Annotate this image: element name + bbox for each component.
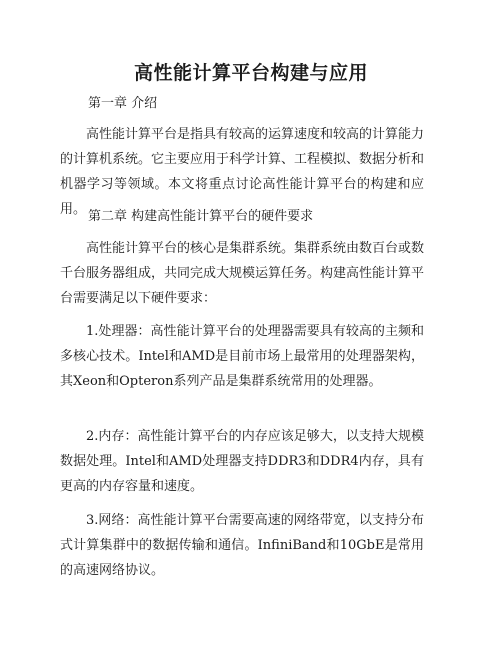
list-item-memory: 2.内存：高性能计算平台的内存应该足够大，以支持大规模数据处理。Intel和AMD处理器支持DDR3和DDR4内存，具有更高的内存容量和速度。 bbox=[60, 429, 424, 494]
chapter-2-heading: 第二章 构建高性能计算平台的硬件要求 bbox=[88, 209, 314, 224]
document-title: 高性能计算平台构建与应用 bbox=[133, 62, 368, 84]
chapter-2-paragraph: 高性能计算平台的核心是集群系统。集群系统由数百台或数千台服务器组成，共同完成大规模运算任务。构建高性能计算平台需要满足以下硬件要求： bbox=[60, 241, 425, 306]
chapter-1-heading: 第一章 介绍 bbox=[88, 96, 158, 111]
chapter-1-paragraph: 高性能计算平台是指具有较高的运算速度和较高的计算能力的计算机系统。它主要应用于科学计算、工程模拟、数据分析和机器学习等领域。本文将重点讨论高性能计算平台的构建和应用。 bbox=[60, 127, 425, 217]
list-item-network: 3.网络：高性能计算平台需要高速的网络带宽，以支持分布式计算集群中的数据传输和通信。InfiniBand和10GbE是常用的高速网络协议。 bbox=[60, 513, 424, 578]
list-item-processor: 1.处理器：高性能计算平台的处理器需要具有较高的主频和多核心技术。Intel和AMD是目前市场上最常用的处理器架构，其Xeon和Opteron系列产品是集群系统常用的处理器。 bbox=[60, 324, 424, 389]
